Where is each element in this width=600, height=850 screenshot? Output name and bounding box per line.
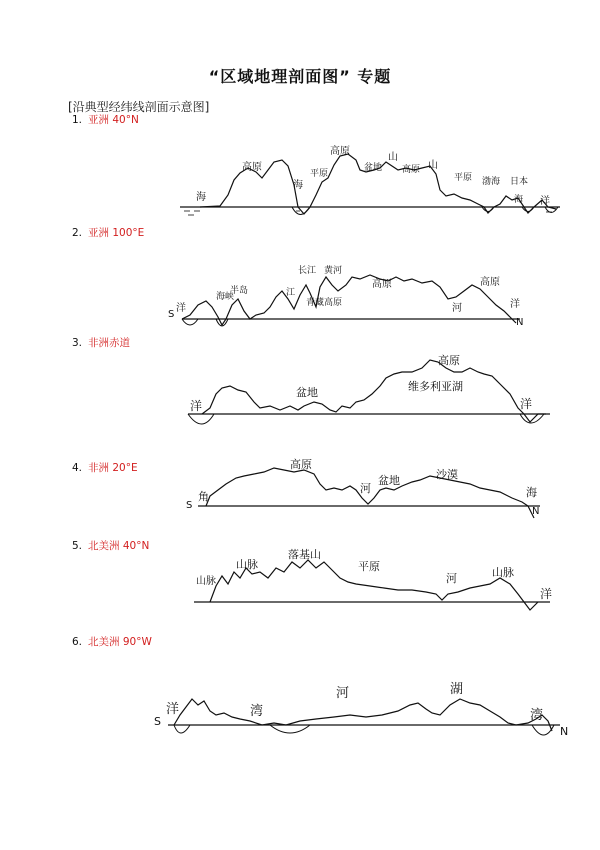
label-gaoyuan: 高原 xyxy=(290,458,312,471)
label-changjiang: 长江 xyxy=(298,266,317,276)
label-gaoyuan2: 高原 xyxy=(480,277,500,288)
label-gaoyuan: 高原 xyxy=(372,279,392,290)
label-gaoyuan3: 高原 xyxy=(402,165,421,175)
label-he: 河 xyxy=(446,572,457,585)
label-pendi: 盆地 xyxy=(364,163,383,173)
label-s: S xyxy=(186,500,193,511)
label-he: 河 xyxy=(452,303,462,314)
label-shamo: 沙漠 xyxy=(436,468,458,481)
label-hu: 湖 xyxy=(450,682,464,697)
label-qingzang: 青藏高原 xyxy=(306,298,343,308)
label-luoji: 落基山 xyxy=(288,548,321,561)
label-yang: 洋 xyxy=(166,702,180,717)
label-shanmai: 山脉 xyxy=(196,576,216,587)
label-jiang: 江 xyxy=(286,288,296,298)
profile-africa-20e xyxy=(180,450,560,535)
label-he: 河 xyxy=(360,482,371,495)
label-yang2: 洋 xyxy=(510,299,520,310)
label-s: S xyxy=(154,715,161,728)
section-3-label: 3. 非洲赤道 xyxy=(72,337,131,349)
label-yang2: 洋 xyxy=(540,196,550,207)
label-gaoyuan: 高原 xyxy=(438,354,460,367)
label-hai: 海 xyxy=(526,486,537,499)
label-hai: 海 xyxy=(196,192,206,203)
label-shanmai3: 山脉 xyxy=(492,566,514,579)
section-6-label: 6. 北美洲 90°W xyxy=(72,636,152,648)
label-gaoyuan: 高原 xyxy=(242,162,262,173)
label-shanmai2: 山脉 xyxy=(236,558,258,571)
label-n: N xyxy=(532,506,540,517)
page-title: “区域地理剖面图” 专题 xyxy=(208,67,392,86)
label-yang2: 洋 xyxy=(520,397,533,411)
profile-asia-40n xyxy=(170,140,570,225)
section-4-label: 4. 非洲 20°E xyxy=(72,462,138,474)
label-bohai: 渤海 xyxy=(482,177,501,187)
profile-namerica-40n xyxy=(180,538,560,628)
label-pingyuan2: 平原 xyxy=(454,173,473,183)
label-n: N xyxy=(516,317,524,328)
section-1-label: 1. 亚洲 40°N xyxy=(72,114,139,126)
label-s: S xyxy=(168,309,175,320)
page-subtitle: [沿典型经纬线剖面示意图] xyxy=(68,100,210,114)
label-riben: 日本 xyxy=(510,177,529,187)
label-pendi: 盆地 xyxy=(378,474,400,487)
label-pingyuan: 平原 xyxy=(310,169,329,179)
label-yang: 洋 xyxy=(176,303,186,314)
label-pingyuan: 平原 xyxy=(358,560,380,573)
section-2-label: 2. 亚洲 100°E xyxy=(72,227,145,239)
label-yang: 洋 xyxy=(540,587,553,601)
profile-asia-100e xyxy=(160,255,540,335)
label-wan: 湾 xyxy=(250,704,264,719)
label-jiao: 角 xyxy=(198,490,209,503)
profile-africa-equator xyxy=(180,350,560,435)
label-yang: 洋 xyxy=(190,399,203,413)
label-huanghe: 黄河 xyxy=(324,266,343,276)
label-hai3: 海 xyxy=(514,195,524,205)
label-n: N xyxy=(560,725,569,738)
label-pendi: 盆地 xyxy=(296,386,318,399)
label-he: 河 xyxy=(336,686,350,701)
profile-namerica-90w xyxy=(150,675,580,755)
label-shan2: 山 xyxy=(428,160,438,171)
label-lake: 维多利亚湖 xyxy=(408,380,463,393)
section-5-label: 5. 北美洲 40°N xyxy=(72,540,150,552)
label-shan: 山 xyxy=(388,152,398,163)
label-hai2: 海 xyxy=(293,180,303,191)
label-gaoyuan2: 高原 xyxy=(330,146,350,157)
label-bandao: 半岛 xyxy=(230,286,249,296)
label-haixia: 海峡 xyxy=(216,292,235,302)
label-wan2: 湾 xyxy=(530,708,544,723)
